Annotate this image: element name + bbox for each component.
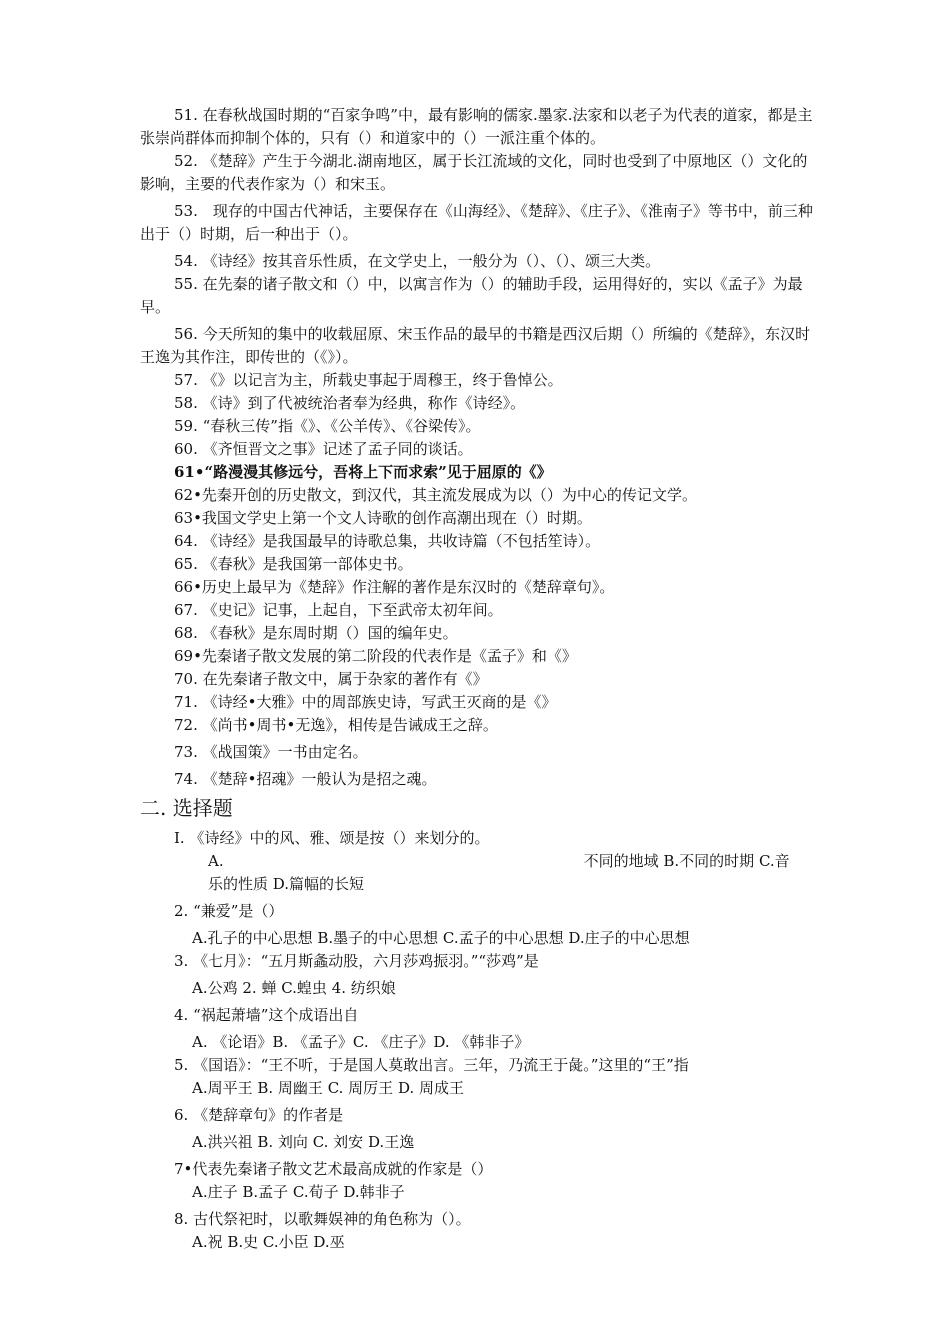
question-64: 64. 《诗经》是我国最早的诗歌总集，共收诗篇（不包括笙诗）。 bbox=[174, 532, 601, 550]
choice-options-5: A.周平王 B. 周幽王 C. 周厉王 D. 周成王 bbox=[192, 1079, 464, 1097]
choice-options-1 bbox=[208, 850, 820, 873]
choice-options-7: A.庄子 B.孟子 C.荀子 D.韩非子 bbox=[192, 1183, 405, 1201]
choice-options-6: A.洪兴祖 B. 刘向 C. 刘安 D.王逸 bbox=[192, 1133, 415, 1151]
question-55: 55. 在先秦的诸子散文和（）中，以寓言作为（）的辅助手段，运用得好的，实以《孟子》为最早。 bbox=[140, 275, 803, 316]
question-52: 52. 《楚辞》产生于今湖北.湖南地区，属于长江流域的文化，同时也受到了中原地区（）文化的影响，主要的代表作家为（）和宋玉。 bbox=[140, 152, 808, 193]
choice-question-3: 3. 《七月》：“五月斯螽动股，六月莎鸡振羽。”“莎鸡”是 bbox=[174, 952, 539, 970]
question-63: 63•我国文学史上第一个文人诗歌的创作高潮出现在（）时期。 bbox=[174, 509, 592, 527]
choice-option-a-1: A. bbox=[208, 852, 224, 870]
multiple-choice-list bbox=[140, 827, 820, 1254]
question-51: 51. 在春秋战国时期的“百家争鸣”中，最有影响的儒家.墨家.法家和以老子为代表的道家，都是主张崇尚群体而抑制个体的，只有（）和道家中的（）一派注重个体的。 bbox=[140, 106, 813, 147]
choice-options-8: A.祝 B.史 C.小臣 D.巫 bbox=[192, 1233, 345, 1251]
question-74: 74. 《楚辞•招魂》一般认为是招之魂。 bbox=[174, 770, 437, 788]
choice-question-2: 2. “兼爱”是（） bbox=[174, 902, 284, 920]
choice-options-4: A. 《论语》B. 《孟子》C. 《庄子》D. 《韩非子》 bbox=[192, 1033, 530, 1051]
choice-question-7: 7•代表先秦诸子散文艺术最高成就的作家是（） bbox=[174, 1160, 493, 1178]
question-67: 67. 《史记》记事，上起自，下至武帝太初年间。 bbox=[174, 601, 503, 619]
question-68: 68. 《春秋》是东周时期（）国的编年史。 bbox=[174, 624, 458, 642]
question-66: 66•历史上最早为《楚辞》作注解的著作是东汉时的《楚辞章句》。 bbox=[174, 578, 615, 596]
document-body bbox=[140, 104, 820, 1254]
fill-in-blank-list bbox=[140, 104, 820, 791]
question-57: 57. 《》以记言为主，所载史事起于周穆王，终于鲁悼公。 bbox=[174, 371, 563, 389]
question-56: 56. 今天所知的集中的收载屈原、宋玉作品的最早的书籍是西汉后期（）所编的《楚辞》，东汉时王逸为其作注，即传世的（《》）。 bbox=[140, 325, 811, 366]
question-54: 54. 《诗经》按其音乐性质，在文学史上，一般分为（）、（）、颂三大类。 bbox=[174, 252, 661, 270]
choice-question-1: I. 《诗经》中的风、雅、颂是按（）来划分的。 bbox=[174, 829, 490, 847]
question-58: 58. 《诗》到了代被统治者奉为经典，称作《诗经》。 bbox=[174, 394, 526, 412]
question-62: 62•先秦开创的历史散文，到汉代，其主流发展成为以（）为中心的传记文学。 bbox=[174, 486, 697, 504]
choice-options-2: A.孔子的中心思想 B.墨子的中心思想 C.孟子的中心思想 D.庄子的中心思想 bbox=[192, 929, 690, 947]
choice-question-6: 6. 《楚辞章句》的作者是 bbox=[174, 1106, 344, 1124]
question-65: 65. 《春秋》是我国第一部体史书。 bbox=[174, 555, 413, 573]
choice-options-1-cont: 乐的性质 D.篇幅的长短 bbox=[208, 875, 365, 893]
section-title: 二. 选择题 bbox=[140, 796, 233, 820]
question-71: 71. 《诗经•大雅》中的周部族史诗，写武王灭商的是《》 bbox=[174, 693, 557, 711]
choice-options-3: A.公鸡 2. 蝉 C.蝗虫 4. 纺织娘 bbox=[192, 979, 396, 997]
question-70: 70. 在先秦诸子散文中，属于杂家的著作有《》 bbox=[174, 670, 488, 688]
question-72: 72. 《尚书•周书•无逸》，相传是告诫成王之辞。 bbox=[174, 716, 498, 734]
question-73: 73. 《战国策》一书由定名。 bbox=[174, 743, 368, 761]
choice-question-5: 5. 《国语》：“王不听，于是国人莫敢出言。三年，乃流王于彘。”这里的“王”指 bbox=[174, 1056, 689, 1074]
question-61: 61•“路漫漫其修远兮，吾将上下而求索”见于屈原的《》 bbox=[174, 463, 552, 481]
question-69: 69•先秦诸子散文发展的第二阶段的代表作是《孟子》和《》 bbox=[174, 647, 577, 665]
choice-options-1-rest: 不同的地域 B.不同的时期 C.音 bbox=[583, 852, 790, 870]
question-59: 59. “春秋三传”指《》、《公羊传》、《谷梁传》。 bbox=[174, 417, 481, 435]
choice-question-4: 4. “祸起萧墙”这个成语出自 bbox=[174, 1006, 359, 1024]
choice-question-8: 8. 古代祭祀时，以歌舞娱神的角色称为（）。 bbox=[174, 1210, 471, 1228]
question-53: 53. 现存的中国古代神话，主要保存在《山海经》、《楚辞》、《庄子》、《淮南子》等书中，前三种出于（）时期，后一种出于（）。 bbox=[140, 202, 813, 243]
question-60: 60. 《齐恒晋文之事》记述了孟子同的谈话。 bbox=[174, 440, 473, 458]
